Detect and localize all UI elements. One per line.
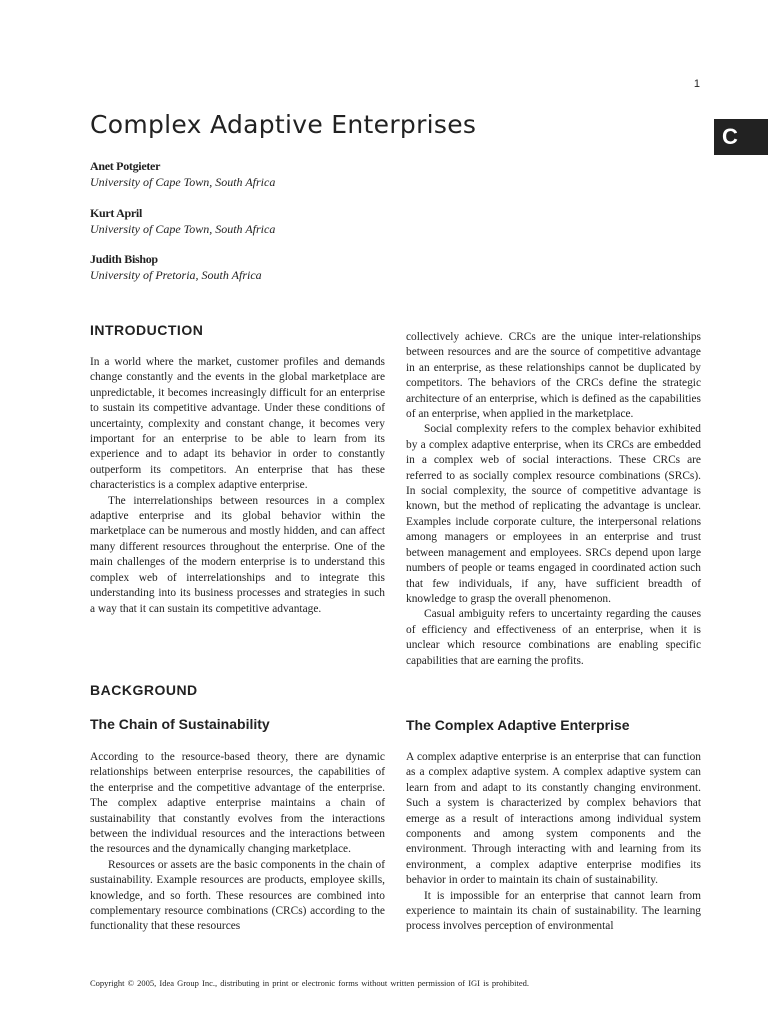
author-name: Kurt April (90, 206, 143, 220)
introduction-heading: INTRODUCTION (90, 322, 204, 338)
page-title: Complex Adaptive Enterprises (90, 110, 477, 139)
author-block (90, 252, 262, 283)
right-column-body-top (406, 330, 701, 669)
right-paragraph-5: It is impossible for an enterprise that cannot learn from experience to maintain its chain of sustainability. The learning process involves perception of environmental (406, 889, 701, 933)
author-name: Anet Potgieter (90, 159, 161, 173)
introduction-paragraph-1: In a world where the market, customer profiles and demands change constantly and the events in the global marketplace are unpredictable, it becomes increasingly difficult for an enterprise to sustain its competitive advantage. Under these conditions of uncertainty, complexity and constant change, it becomes very important for an enterprise to be able to learn from its experience and to adapt its behavior in order to constantly outperform its competitors. An enterprise that has these characteristics is a complex adaptive enterprise. (90, 356, 385, 492)
right-paragraph-2: Social complexity refers to the complex behavior exhibited by a complex adaptive enterprise, when its CRCs are embedded in a complex web of social interactions. These CRCs are referred to as socially complex resource combinations (SRCs). In social complexity, the source of competitive advantage is known, but the method of replicating the advantage is unclear. Examples include corporate culture, the interpersonal relations among managers or employees in an enterprise and trust between management and employees. SRCs depend upon large numbers of people or teams engaged in coordinated action such that few individuals, if any, have sufficient breadth of knowledge to grasp the overall phenomenon. (406, 423, 701, 605)
right-paragraph-3: Casual ambiguity refers to uncertainty regarding the causes of efficiency and effectiveness of an enterprise, when it is unclear which resource combinations are enabling specific capabilities that are earning the profits. (406, 608, 701, 667)
copyright-footer: Copyright © 2005, Idea Group Inc., distributing in print or electronic forms without written permission of IGI is prohibited. (90, 978, 529, 988)
introduction-paragraph-2: The interrelationships between resources in a complex adaptive enterprise and its global behavior within the marketplace can be numerous and mostly hidden, and can affect many different resources throughout the enterprise. One of the main challenges of the modern enterprise is to understand this complex web of interrelationships and to integrate this understanding into its business processes and strategies in such a way that it can sustain its competitive advantage. (90, 494, 385, 615)
section-letter-tab: C (714, 119, 768, 155)
author-name: Judith Bishop (90, 252, 158, 266)
right-paragraph-1: collectively achieve. CRCs are the unique inter-relationships between resources and are the source of competitive advantage in an enterprise, as these relationships cannot be duplicated by competitors. The behaviors of the CRCs define the strategic architecture of an enterprise, which is defined as the capabilities of an enterprise, when applied in the marketplace. (406, 331, 701, 421)
background-paragraph-1: According to the resource-based theory, there are dynamic relationships between enterprise resources, the capabilities of the enterprise and the competitive advantage of the enterprise. The complex adaptive enterprise maintains a chain of sustainability that constantly evolves from the interactions between the individual resources and the interactions between the resources and the dynamically changing marketplace. (90, 751, 385, 856)
author-affiliation: University of Cape Town, South Africa (90, 222, 276, 236)
right-paragraph-4: A complex adaptive enterprise is an enterprise that can function as a complex adaptive system. A complex adaptive system can learn from and adapt to its constantly changing environment. Such a system is characterized by complex behaviors that emerge as a result of interactions among individual system components and among system components and the environment. Through interacting with and learning from its environment, a complex adaptive enterprise modifies its behavior in order to maintain its chain of sustainability. (406, 751, 701, 887)
introduction-body (90, 355, 385, 617)
author-block (90, 206, 275, 237)
complex-adaptive-enterprise-heading: The Complex Adaptive Enterprise (406, 717, 630, 733)
right-column-body-bottom (406, 750, 701, 935)
page-number: 1 (693, 78, 700, 90)
background-paragraph-2: Resources or assets are the basic components in the chain of sustainability. Example resources are products, employee skills, knowledge, and so forth. These resources are combined into complementary resource combinations (CRCs) according to the functionality that these resources (90, 858, 385, 933)
author-block (90, 159, 275, 190)
background-body (90, 750, 385, 935)
background-heading: BACKGROUND (90, 682, 198, 698)
chain-of-sustainability-heading: The Chain of Sustainability (90, 716, 270, 732)
author-affiliation: University of Pretoria, South Africa (90, 268, 262, 282)
author-affiliation: University of Cape Town, South Africa (90, 175, 276, 189)
